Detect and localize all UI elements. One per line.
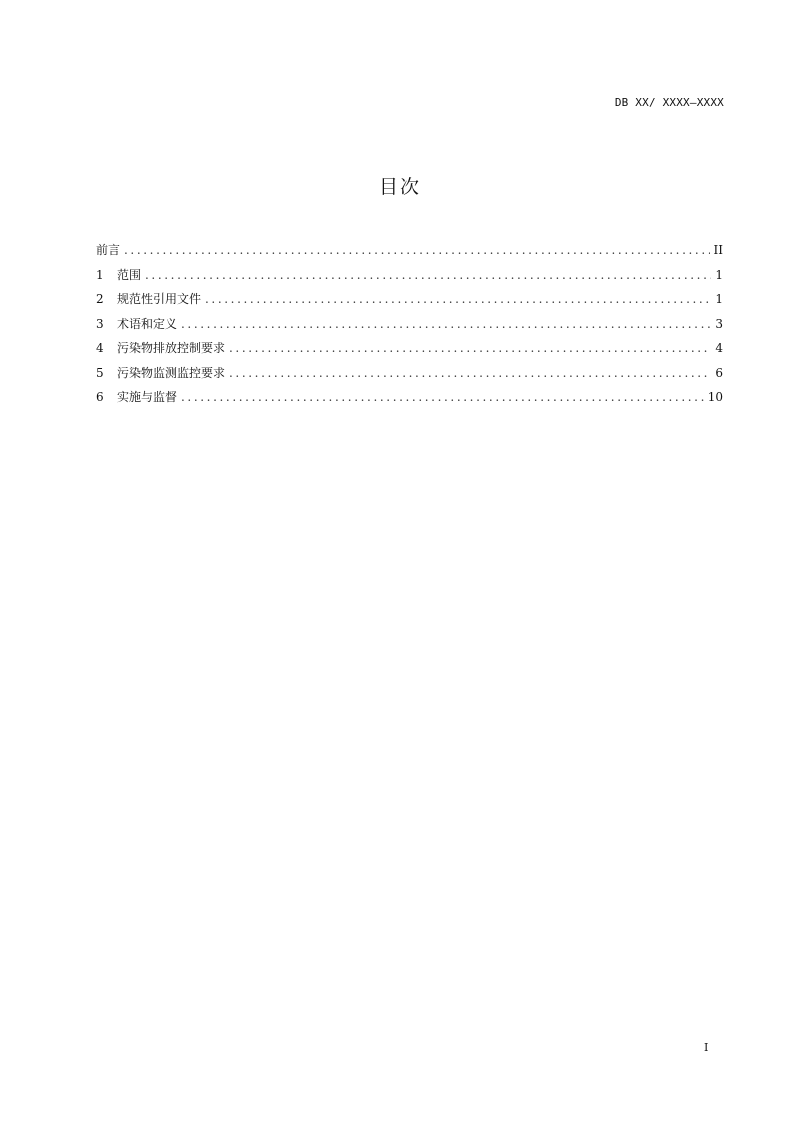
toc-leader-dots bbox=[181, 316, 711, 332]
page-number: I bbox=[704, 1041, 709, 1054]
toc-title: 目次 bbox=[378, 176, 421, 198]
toc-entry-number: 2 bbox=[96, 292, 104, 306]
toc-entry-page: 3 bbox=[715, 316, 723, 331]
toc-entry-page: 1 bbox=[715, 267, 723, 282]
toc-leader-dots bbox=[124, 242, 710, 258]
toc-entry-text: 污染物监测监控要求 bbox=[117, 365, 226, 380]
toc-entry-number: 6 bbox=[96, 390, 104, 404]
toc-entry-text: 规范性引用文件 bbox=[117, 292, 202, 306]
toc-entry-foreword[interactable] bbox=[96, 242, 723, 267]
toc-entry-page: 1 bbox=[715, 292, 723, 306]
toc-entry-text: 污染物排放控制要求 bbox=[117, 341, 226, 355]
toc-entry-text: 范围 bbox=[117, 267, 142, 282]
toc-entry-page: 10 bbox=[707, 390, 723, 404]
toc-entry-2[interactable] bbox=[96, 291, 723, 316]
toc-entry-number: 1 bbox=[96, 267, 104, 282]
toc-entry-text: 前言 bbox=[96, 243, 121, 257]
toc-leader-dots bbox=[145, 267, 711, 283]
toc-entry-5[interactable] bbox=[96, 365, 723, 390]
toc-entry-page: 6 bbox=[715, 365, 723, 380]
toc-entry-page: II bbox=[713, 243, 723, 257]
toc-entry-4[interactable] bbox=[96, 340, 723, 365]
toc-entry-text: 术语和定义 bbox=[117, 316, 178, 331]
toc-entry-page: 4 bbox=[715, 341, 723, 355]
toc-entry-number: 5 bbox=[96, 365, 104, 380]
toc-entry-number: 3 bbox=[96, 316, 104, 331]
table-of-contents bbox=[96, 242, 723, 414]
toc-leader-dots bbox=[205, 291, 711, 307]
toc-leader-dots bbox=[229, 340, 711, 356]
toc-entry-6[interactable] bbox=[96, 389, 723, 414]
toc-entry-3[interactable] bbox=[96, 316, 723, 341]
toc-entry-number: 4 bbox=[96, 341, 104, 355]
toc-leader-dots bbox=[181, 389, 704, 405]
toc-entry-1[interactable] bbox=[96, 267, 723, 292]
toc-entry-text: 实施与监督 bbox=[117, 390, 178, 404]
document-code: DB XX/ XXXX—XXXX bbox=[614, 96, 724, 109]
toc-leader-dots bbox=[229, 365, 711, 381]
